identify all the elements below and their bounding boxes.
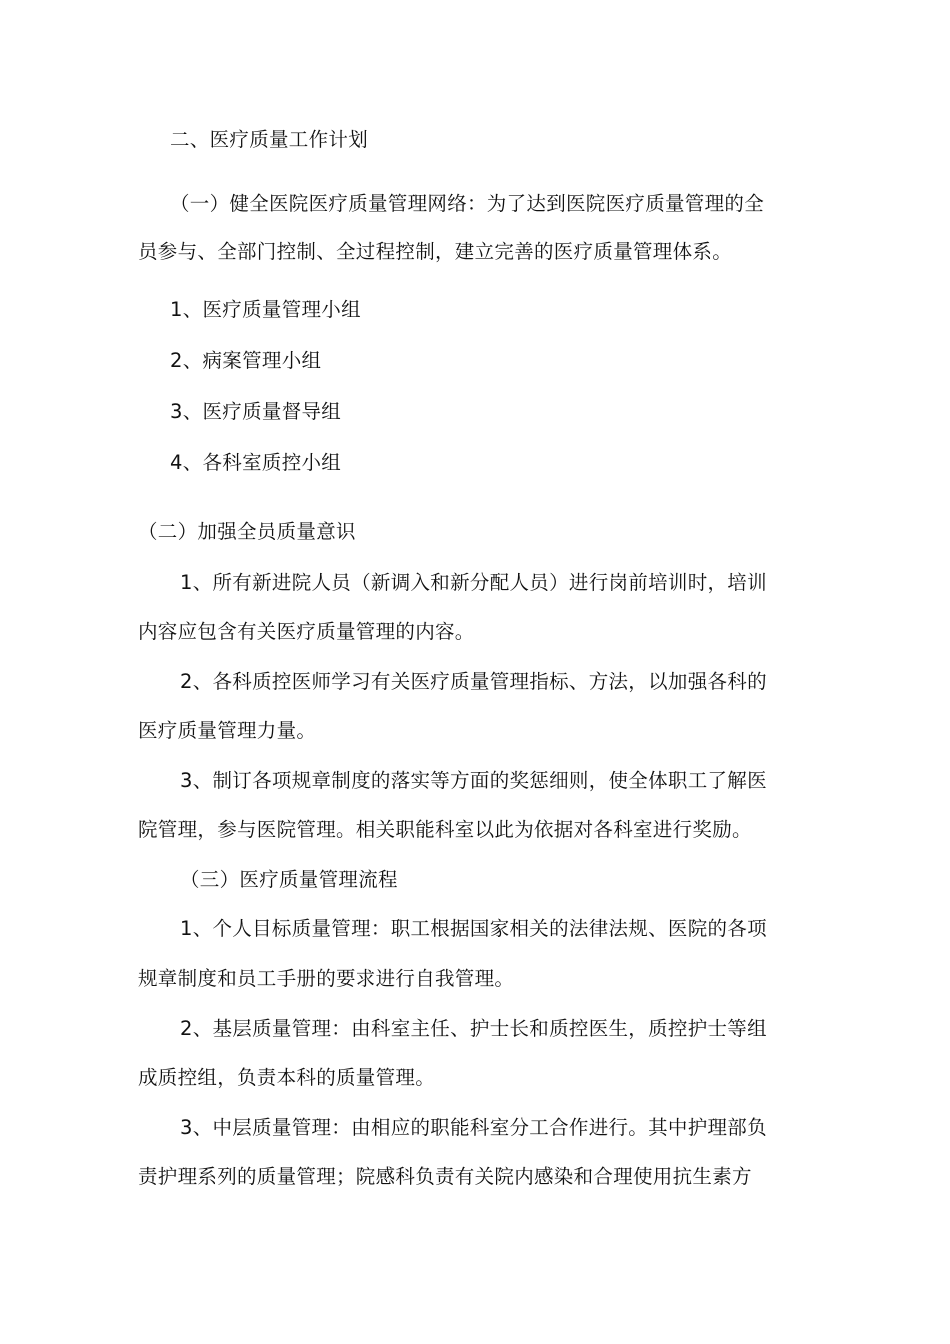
- list-item: 4、各科室质控小组: [170, 451, 342, 474]
- paragraph-line: 责护理系列的质量管理；院感科负责有关院内感染和合理使用抗生素方: [138, 1165, 752, 1188]
- list-item: 3、医疗质量督导组: [170, 400, 342, 423]
- paragraph-line: 内容应包含有关医疗质量管理的内容。: [138, 620, 475, 643]
- paragraph-line: 规章制度和员工手册的要求进行自我管理。: [138, 967, 515, 990]
- list-item: 1、医疗质量管理小组: [170, 298, 361, 321]
- paragraph-line: 3、制订各项规章制度的落实等方面的奖惩细则，使全体职工了解医: [180, 769, 767, 792]
- paragraph-line: （一）健全医院医疗质量管理网络：为了达到医院医疗质量管理的全: [170, 192, 765, 215]
- paragraph-line: 员参与、全部门控制、全过程控制，建立完善的医疗质量管理体系。: [138, 240, 733, 263]
- list-item: 2、病案管理小组: [170, 349, 322, 372]
- paragraph-line: 成质控组，负责本科的质量管理。: [138, 1066, 436, 1089]
- paragraph-line: 1、所有新进院人员（新调入和新分配人员）进行岗前培训时，培训: [180, 571, 767, 594]
- subsection-heading: （二）加强全员质量意识: [138, 520, 356, 543]
- paragraph-line: 2、基层质量管理：由科室主任、护士长和质控医生，质控护士等组: [180, 1017, 767, 1040]
- paragraph-line: 医疗质量管理力量。: [138, 719, 317, 742]
- paragraph-line: 2、各科质控医师学习有关医疗质量管理指标、方法，以加强各科的: [180, 670, 767, 693]
- paragraph-line: 3、中层质量管理：由相应的职能科室分工合作进行。其中护理部负: [180, 1116, 767, 1139]
- paragraph-line: 院管理，参与医院管理。相关职能科室以此为依据对各科室进行奖励。: [138, 818, 752, 841]
- subsection-heading: （三）医疗质量管理流程: [180, 868, 398, 891]
- section-heading: 二、医疗质量工作计划: [170, 128, 369, 151]
- paragraph-line: 1、个人目标质量管理：职工根据国家相关的法律法规、医院的各项: [180, 917, 767, 940]
